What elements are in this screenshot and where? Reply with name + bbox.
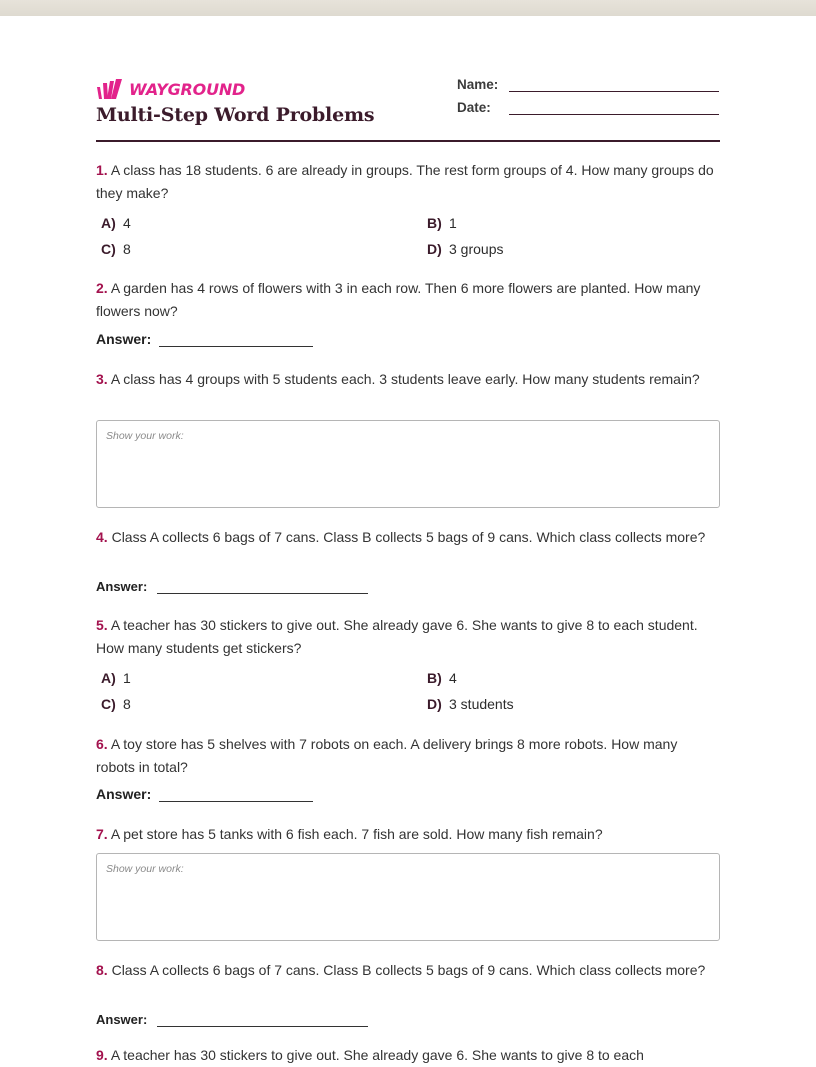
question-4 (96, 526, 720, 549)
question-number: 5. (96, 617, 108, 633)
name-line[interactable] (509, 77, 719, 92)
choice-b[interactable]: B) 4 (427, 670, 457, 686)
question-number: 9. (96, 1047, 108, 1063)
date-label: Date: (457, 100, 491, 115)
question-text: A garden has 4 rows of flowers with 3 in each row. Then 6 more flowers are planted. How many flowers now? (96, 280, 701, 319)
question-text: A teacher has 30 stickers to give out. She already gave 6. She wants to give 8 to each (110, 1047, 644, 1063)
brand-name: WAYGROUND (129, 79, 246, 99)
question-number: 4. (96, 529, 108, 545)
work-box[interactable] (96, 420, 720, 508)
answer-line[interactable] (159, 332, 313, 347)
question-text: A toy store has 5 shelves with 7 robots on each. A delivery brings 8 more robots. How many robots in total? (96, 736, 678, 775)
top-bar (0, 0, 816, 16)
answer-line[interactable] (159, 787, 313, 802)
question-8-answer (96, 1012, 368, 1027)
wayground-logo-icon (96, 79, 123, 99)
answer-label: Answer: (96, 579, 148, 594)
question-text: Class A collects 6 bags of 7 cans. Class B collects 5 bags of 9 cans. Which class collects more? (111, 962, 706, 978)
question-9 (96, 1044, 720, 1067)
choice-c[interactable]: C) 8 (101, 241, 131, 257)
answer-label: Answer: (96, 1012, 148, 1027)
question-number: 8. (96, 962, 108, 978)
brand-logo (96, 78, 245, 100)
question-5 (96, 614, 720, 659)
name-label: Name: (457, 77, 499, 92)
answer-line[interactable] (157, 1012, 368, 1027)
answer-line[interactable] (157, 579, 368, 594)
work-box[interactable] (96, 853, 720, 941)
work-placeholder: Show your work: (106, 430, 184, 442)
question-4-answer (96, 579, 368, 594)
question-text: Class A collects 6 bags of 7 cans. Class B collects 5 bags of 9 cans. Which class collects more? (111, 529, 706, 545)
question-6-answer (96, 786, 313, 802)
question-6 (96, 733, 720, 778)
question-3 (96, 368, 720, 391)
question-number: 3. (96, 371, 108, 387)
choice-b[interactable]: B) 1 (427, 215, 457, 231)
question-text: A class has 18 students. 6 are already in groups. The rest form groups of 4. How many groups do they make? (96, 162, 714, 201)
question-2-answer (96, 331, 313, 347)
question-number: 2. (96, 280, 108, 296)
question-number: 6. (96, 736, 108, 752)
question-1 (96, 159, 720, 204)
choice-a[interactable]: A) 1 (101, 670, 131, 686)
choice-c[interactable]: C) 8 (101, 696, 131, 712)
question-text: A teacher has 30 stickers to give out. She already gave 6. She wants to give 8 to each student. How many students get stickers? (96, 617, 698, 656)
date-field (457, 100, 719, 115)
answer-label: Answer: (96, 786, 152, 802)
question-2 (96, 277, 720, 322)
name-field (457, 77, 719, 92)
question-number: 1. (96, 162, 108, 178)
worksheet-header (96, 76, 720, 142)
question-text: A class has 4 groups with 5 students each. 3 students leave early. How many students remain? (110, 371, 700, 387)
question-8 (96, 959, 720, 982)
question-text: A pet store has 5 tanks with 6 fish each. 7 fish are sold. How many fish remain? (110, 826, 603, 842)
date-line[interactable] (509, 100, 719, 115)
choice-d[interactable]: D) 3 groups (427, 241, 504, 257)
question-number: 7. (96, 826, 108, 842)
question-7 (96, 823, 720, 846)
work-placeholder: Show your work: (106, 863, 184, 875)
choice-d[interactable]: D) 3 students (427, 696, 514, 712)
page-title: Multi-Step Word Problems (96, 104, 375, 126)
choice-a[interactable]: A) 4 (101, 215, 131, 231)
answer-label: Answer: (96, 331, 152, 347)
